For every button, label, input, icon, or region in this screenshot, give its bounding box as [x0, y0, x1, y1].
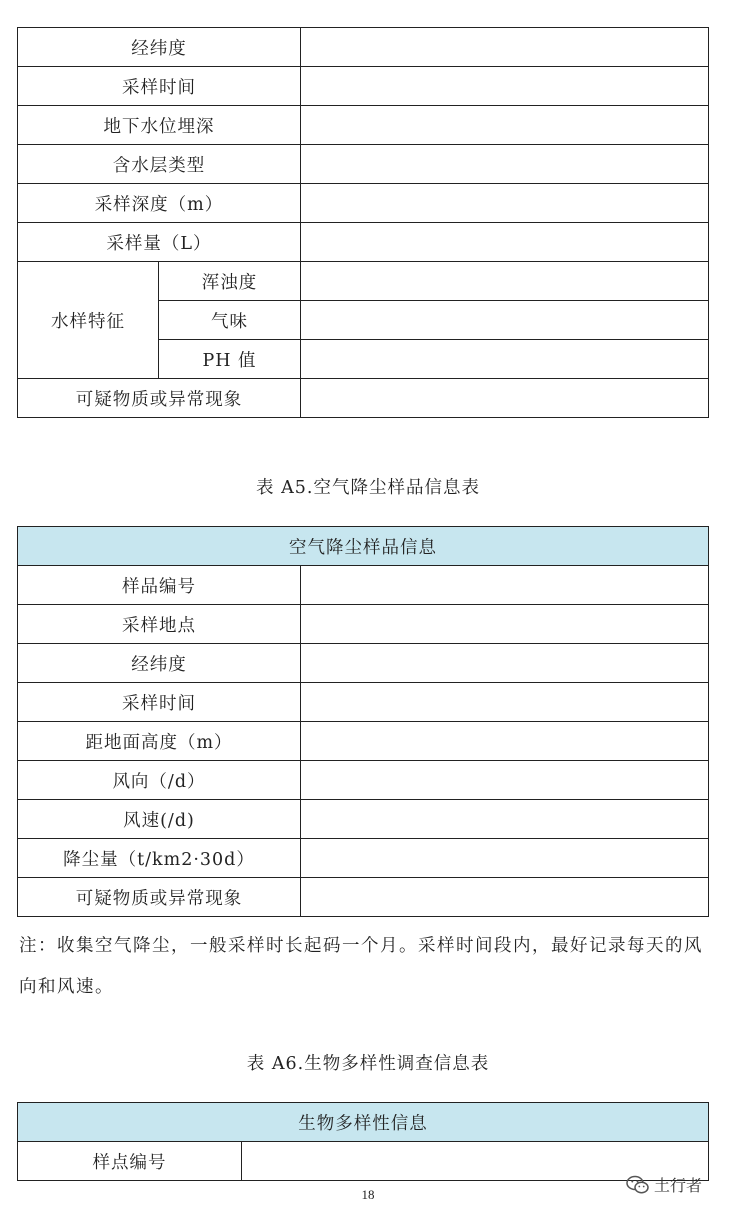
- watermark-text: 土行者: [654, 1176, 703, 1195]
- row-label: 采样时间: [18, 67, 301, 106]
- table-row: [18, 1142, 709, 1181]
- watermark: [626, 1173, 702, 1196]
- row-label: 地下水位埋深: [18, 106, 301, 145]
- table-row: [18, 106, 709, 145]
- sub-row-label: 气味: [159, 301, 301, 340]
- table-row: [18, 28, 709, 67]
- row-value: [301, 839, 709, 878]
- row-value: [301, 605, 709, 644]
- row-label: 采样地点: [18, 605, 301, 644]
- row-value: [301, 761, 709, 800]
- table-row: [18, 145, 709, 184]
- row-value: [301, 800, 709, 839]
- row-value: [301, 379, 709, 418]
- row-label: 采样时间: [18, 683, 301, 722]
- row-label: 采样量（L）: [18, 223, 301, 262]
- row-label: 风速(/d): [18, 800, 301, 839]
- table-header-row: [18, 527, 709, 566]
- table-row: [18, 800, 709, 839]
- row-label: 采样深度（m）: [18, 184, 301, 223]
- row-label: 降尘量（t/km2·30d）: [18, 839, 301, 878]
- row-value: [301, 67, 709, 106]
- biodiversity-table: [17, 1102, 709, 1181]
- row-value: [301, 566, 709, 605]
- row-value: [301, 683, 709, 722]
- table-row: [18, 722, 709, 761]
- group-label: 水样特征: [18, 262, 159, 379]
- groundwater-sample-table: [17, 27, 709, 418]
- table-row: [18, 223, 709, 262]
- row-value: [301, 223, 709, 262]
- table-row: [18, 262, 709, 301]
- row-label: 样点编号: [18, 1142, 242, 1181]
- table-row: [18, 67, 709, 106]
- sub-row-label: 浑浊度: [159, 262, 301, 301]
- row-label: 经纬度: [18, 644, 301, 683]
- row-value: [301, 262, 709, 301]
- table-row: [18, 379, 709, 418]
- row-label: 经纬度: [18, 28, 301, 67]
- air-dust-sample-table: [17, 526, 709, 917]
- row-label: 风向（/d）: [18, 761, 301, 800]
- table-header: 生物多样性信息: [18, 1103, 709, 1142]
- row-value: [301, 184, 709, 223]
- table-header: 空气降尘样品信息: [18, 527, 709, 566]
- table-row: [18, 644, 709, 683]
- row-value: [301, 340, 709, 379]
- table-row: [18, 839, 709, 878]
- row-label: 可疑物质或异常现象: [18, 878, 301, 917]
- table-caption-a5: 表 A5.空气降尘样品信息表: [256, 478, 480, 498]
- table-row: [18, 566, 709, 605]
- table-note: 注：收集空气降尘，一般采样时长起码一个月。采样时间段内，最好记录每天的风向和风速。: [19, 936, 703, 997]
- row-value: [301, 644, 709, 683]
- sub-row-label: PH 值: [159, 340, 301, 379]
- row-label: 含水层类型: [18, 145, 301, 184]
- page-number: 18: [361, 1187, 375, 1202]
- row-value: [301, 878, 709, 917]
- row-value: [301, 106, 709, 145]
- row-value: [301, 301, 709, 340]
- row-value: [301, 722, 709, 761]
- row-label: 距地面高度（m）: [18, 722, 301, 761]
- table-row: [18, 683, 709, 722]
- table-row: [18, 761, 709, 800]
- table-row: [18, 184, 709, 223]
- table-row: [18, 878, 709, 917]
- wechat-icon: [626, 1175, 650, 1195]
- row-value: [301, 145, 709, 184]
- row-label: 可疑物质或异常现象: [18, 379, 301, 418]
- table-header-row: [18, 1103, 709, 1142]
- row-value: [301, 28, 709, 67]
- row-label: 样品编号: [18, 566, 301, 605]
- table-row: [18, 605, 709, 644]
- table-caption-a6: 表 A6.生物多样性调查信息表: [246, 1054, 490, 1074]
